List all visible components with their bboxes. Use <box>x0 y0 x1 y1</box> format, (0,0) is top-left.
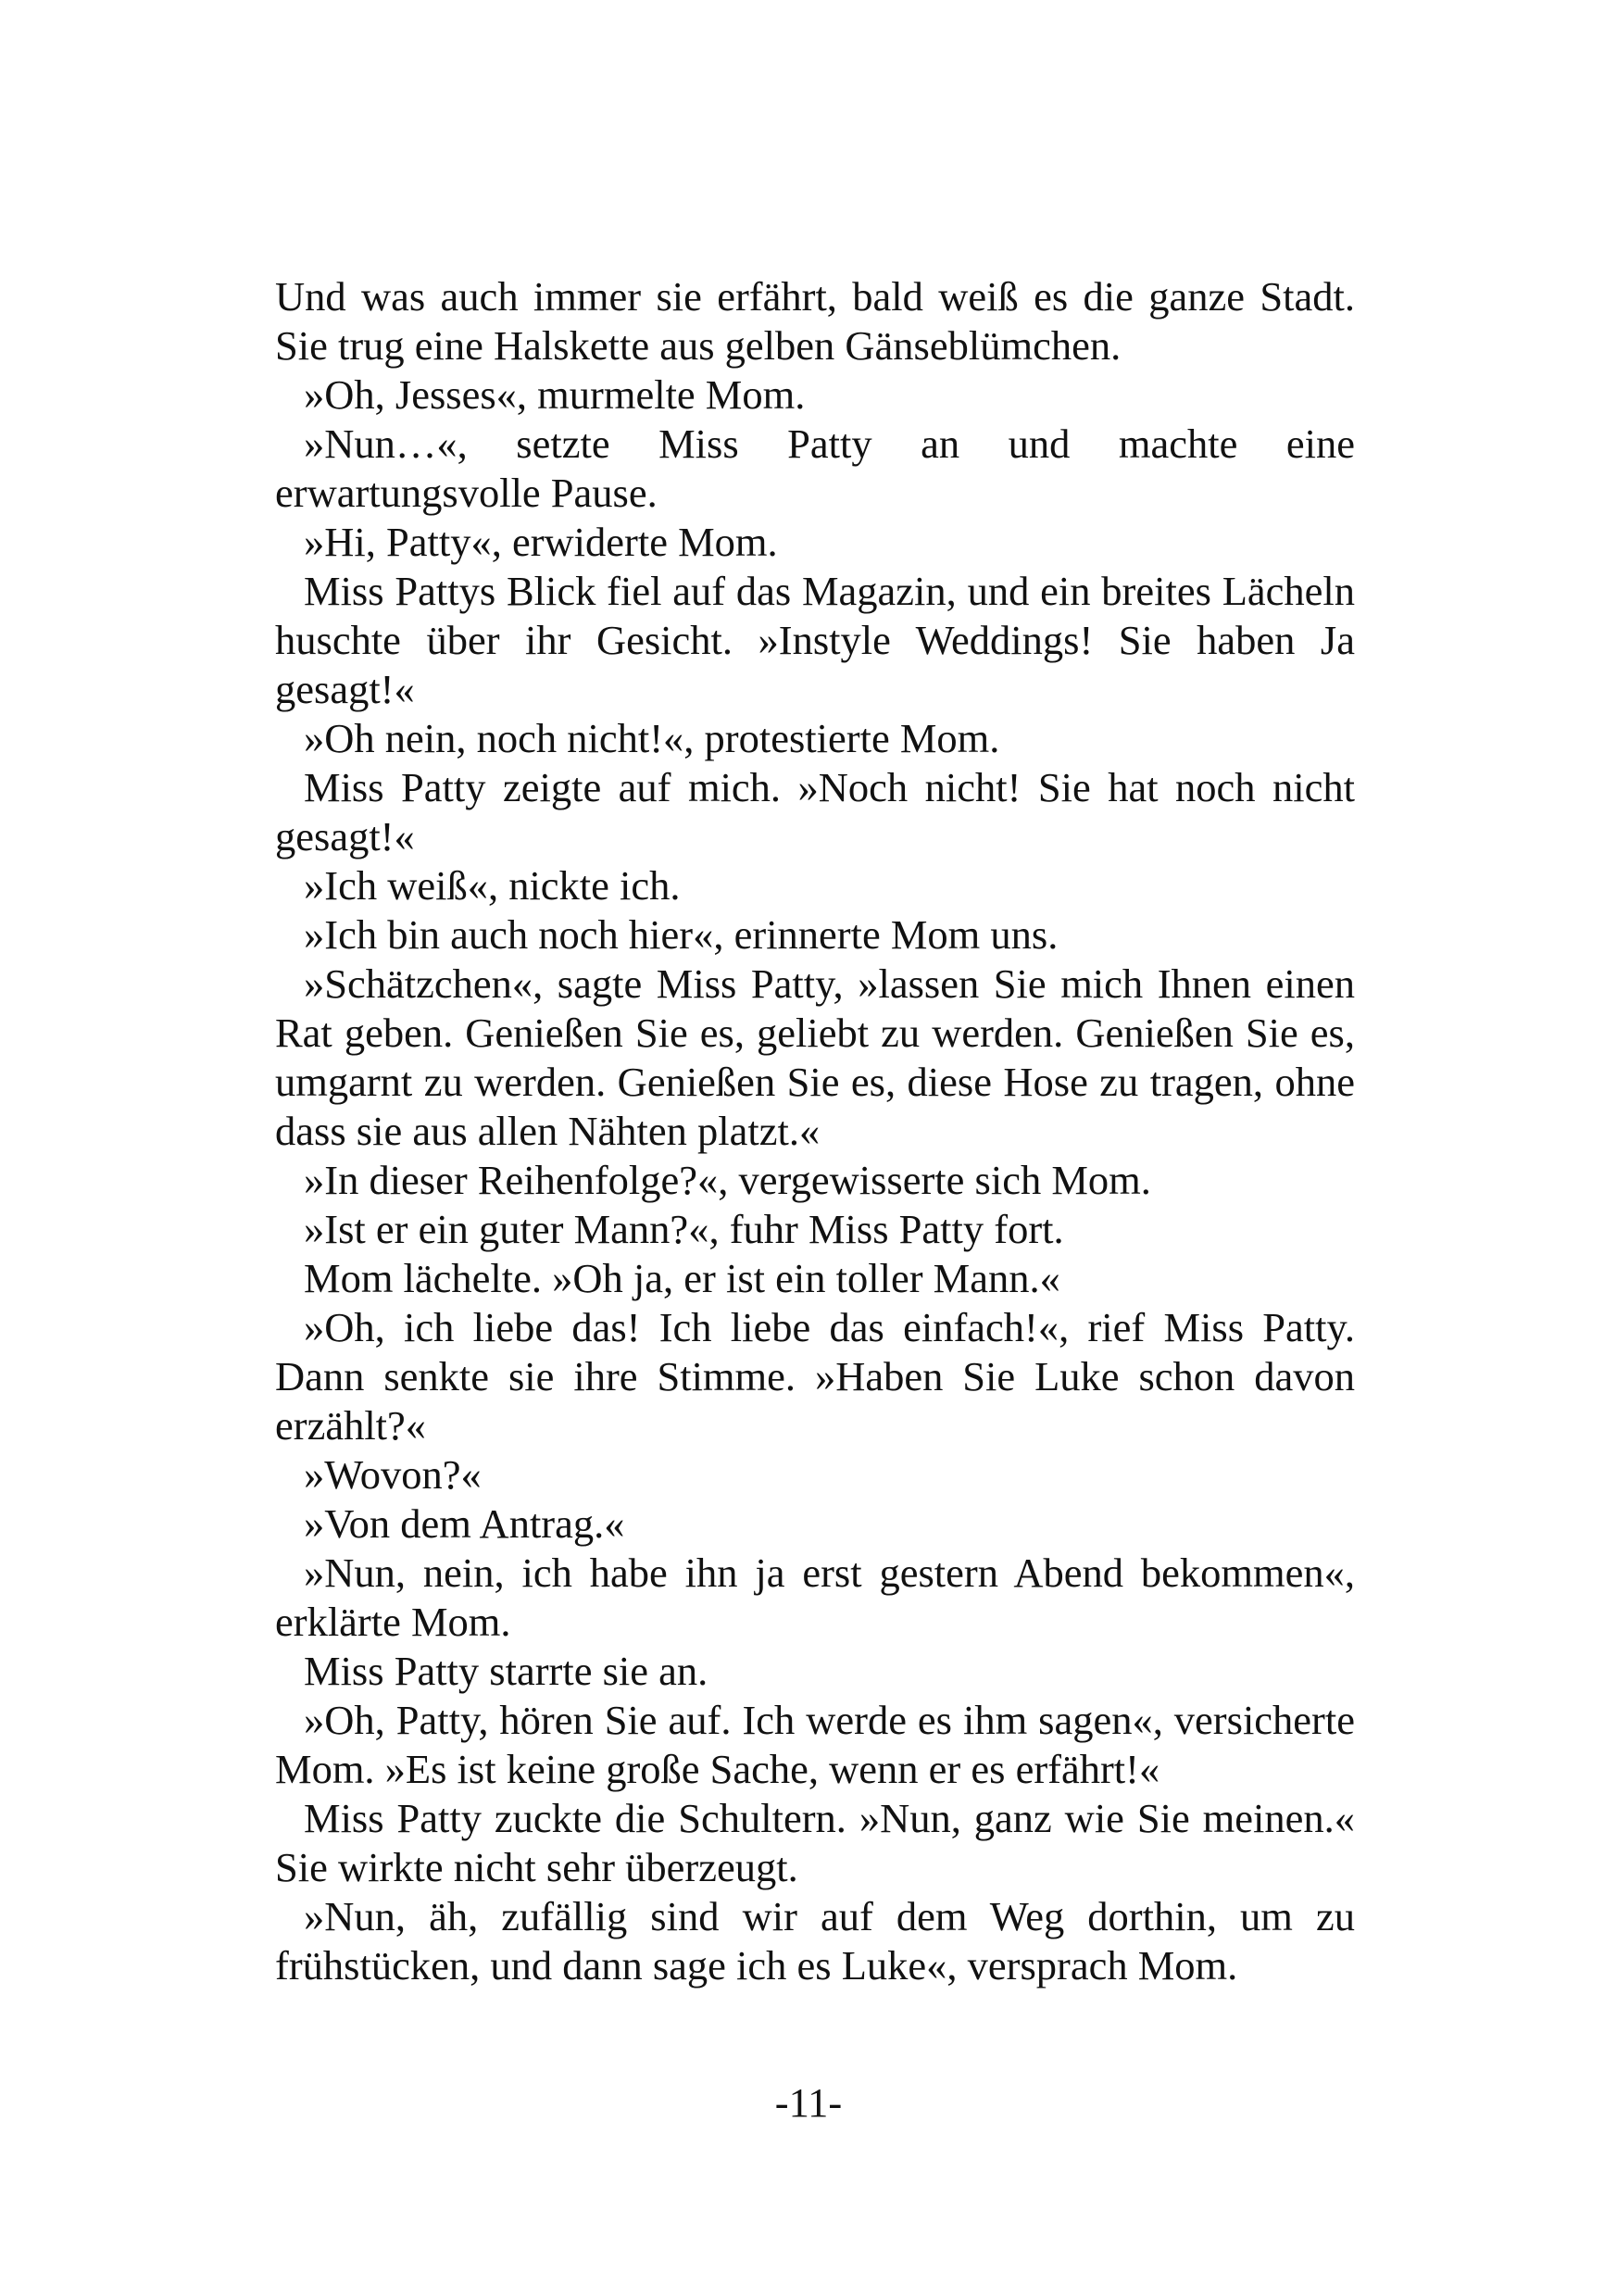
paragraph: »Oh, Patty, hören Sie auf. Ich werde es ihm sagen«, versicherte Mom. »Es ist keine große Sache, wenn er es erfährt!« <box>275 1697 1355 1792</box>
paragraph: »Oh nein, noch nicht!«, protestierte Mom. <box>304 715 1000 761</box>
paragraph: Miss Pattys Blick fiel auf das Magazin, und ein breites Lächeln huschte über ihr Gesicht. »Instyle Weddings! Sie haben Ja gesagt!« <box>275 568 1355 712</box>
paragraph: Mom lächelte. »Oh ja, er ist ein toller Mann.« <box>304 1255 1060 1301</box>
paragraph: »Schätzchen«, sagte Miss Patty, »lassen Sie mich Ihnen einen Rat geben. Genießen Sie es, geliebt zu werden. Genießen Sie es, umgarnt zu werden. Genießen Sie es, diese Hose zu tragen, ohne dass sie aus allen Nähten platzt.« <box>275 960 1355 1154</box>
paragraph: »Hi, Patty«, erwiderte Mom. <box>304 519 778 565</box>
paragraph: »Nun…«, setzte Miss Patty an und machte eine erwartungsvolle Pause. <box>275 420 1355 516</box>
body-text <box>275 272 1355 1990</box>
paragraph: Miss Patty zuckte die Schultern. »Nun, ganz wie Sie meinen.« Sie wirkte nicht sehr überzeugt. <box>275 1795 1355 1890</box>
paragraph: Miss Patty starrte sie an. <box>304 1648 708 1694</box>
paragraph: »Ich bin auch noch hier«, erinnerte Mom uns. <box>304 911 1059 958</box>
paragraph: »Nun, äh, zufällig sind wir auf dem Weg dorthin, um zu frühstücken, und dann sage ich es Luke«, versprach Mom. <box>275 1893 1355 1989</box>
paragraph: »Ich weiß«, nickte ich. <box>304 862 681 909</box>
paragraph: »Oh, ich liebe das! Ich liebe das einfach!«, rief Miss Patty. Dann senkte sie ihre Stimme. »Haben Sie Luke schon davon erzählt?« <box>275 1304 1355 1449</box>
page-number: -11- <box>774 2079 843 2126</box>
paragraph: Miss Patty zeigte auf mich. »Noch nicht! Sie hat noch nicht gesagt!« <box>275 764 1355 859</box>
paragraph: »In dieser Reihenfolge?«, vergewisserte sich Mom. <box>304 1157 1151 1203</box>
paragraph: »Ist er ein guter Mann?«, fuhr Miss Patty fort. <box>304 1206 1064 1252</box>
paragraph: Und was auch immer sie erfährt, bald weiß es die ganze Stadt. Sie trug eine Halskette aus gelben Gänseblümchen. <box>275 273 1355 369</box>
paragraph: »Von dem Antrag.« <box>304 1500 625 1547</box>
paragraph: »Wovon?« <box>304 1451 482 1498</box>
paragraph: »Nun, nein, ich habe ihn ja erst gestern Abend bekommen«, erklärte Mom. <box>275 1549 1355 1645</box>
paragraph: »Oh, Jesses«, murmelte Mom. <box>304 371 806 418</box>
